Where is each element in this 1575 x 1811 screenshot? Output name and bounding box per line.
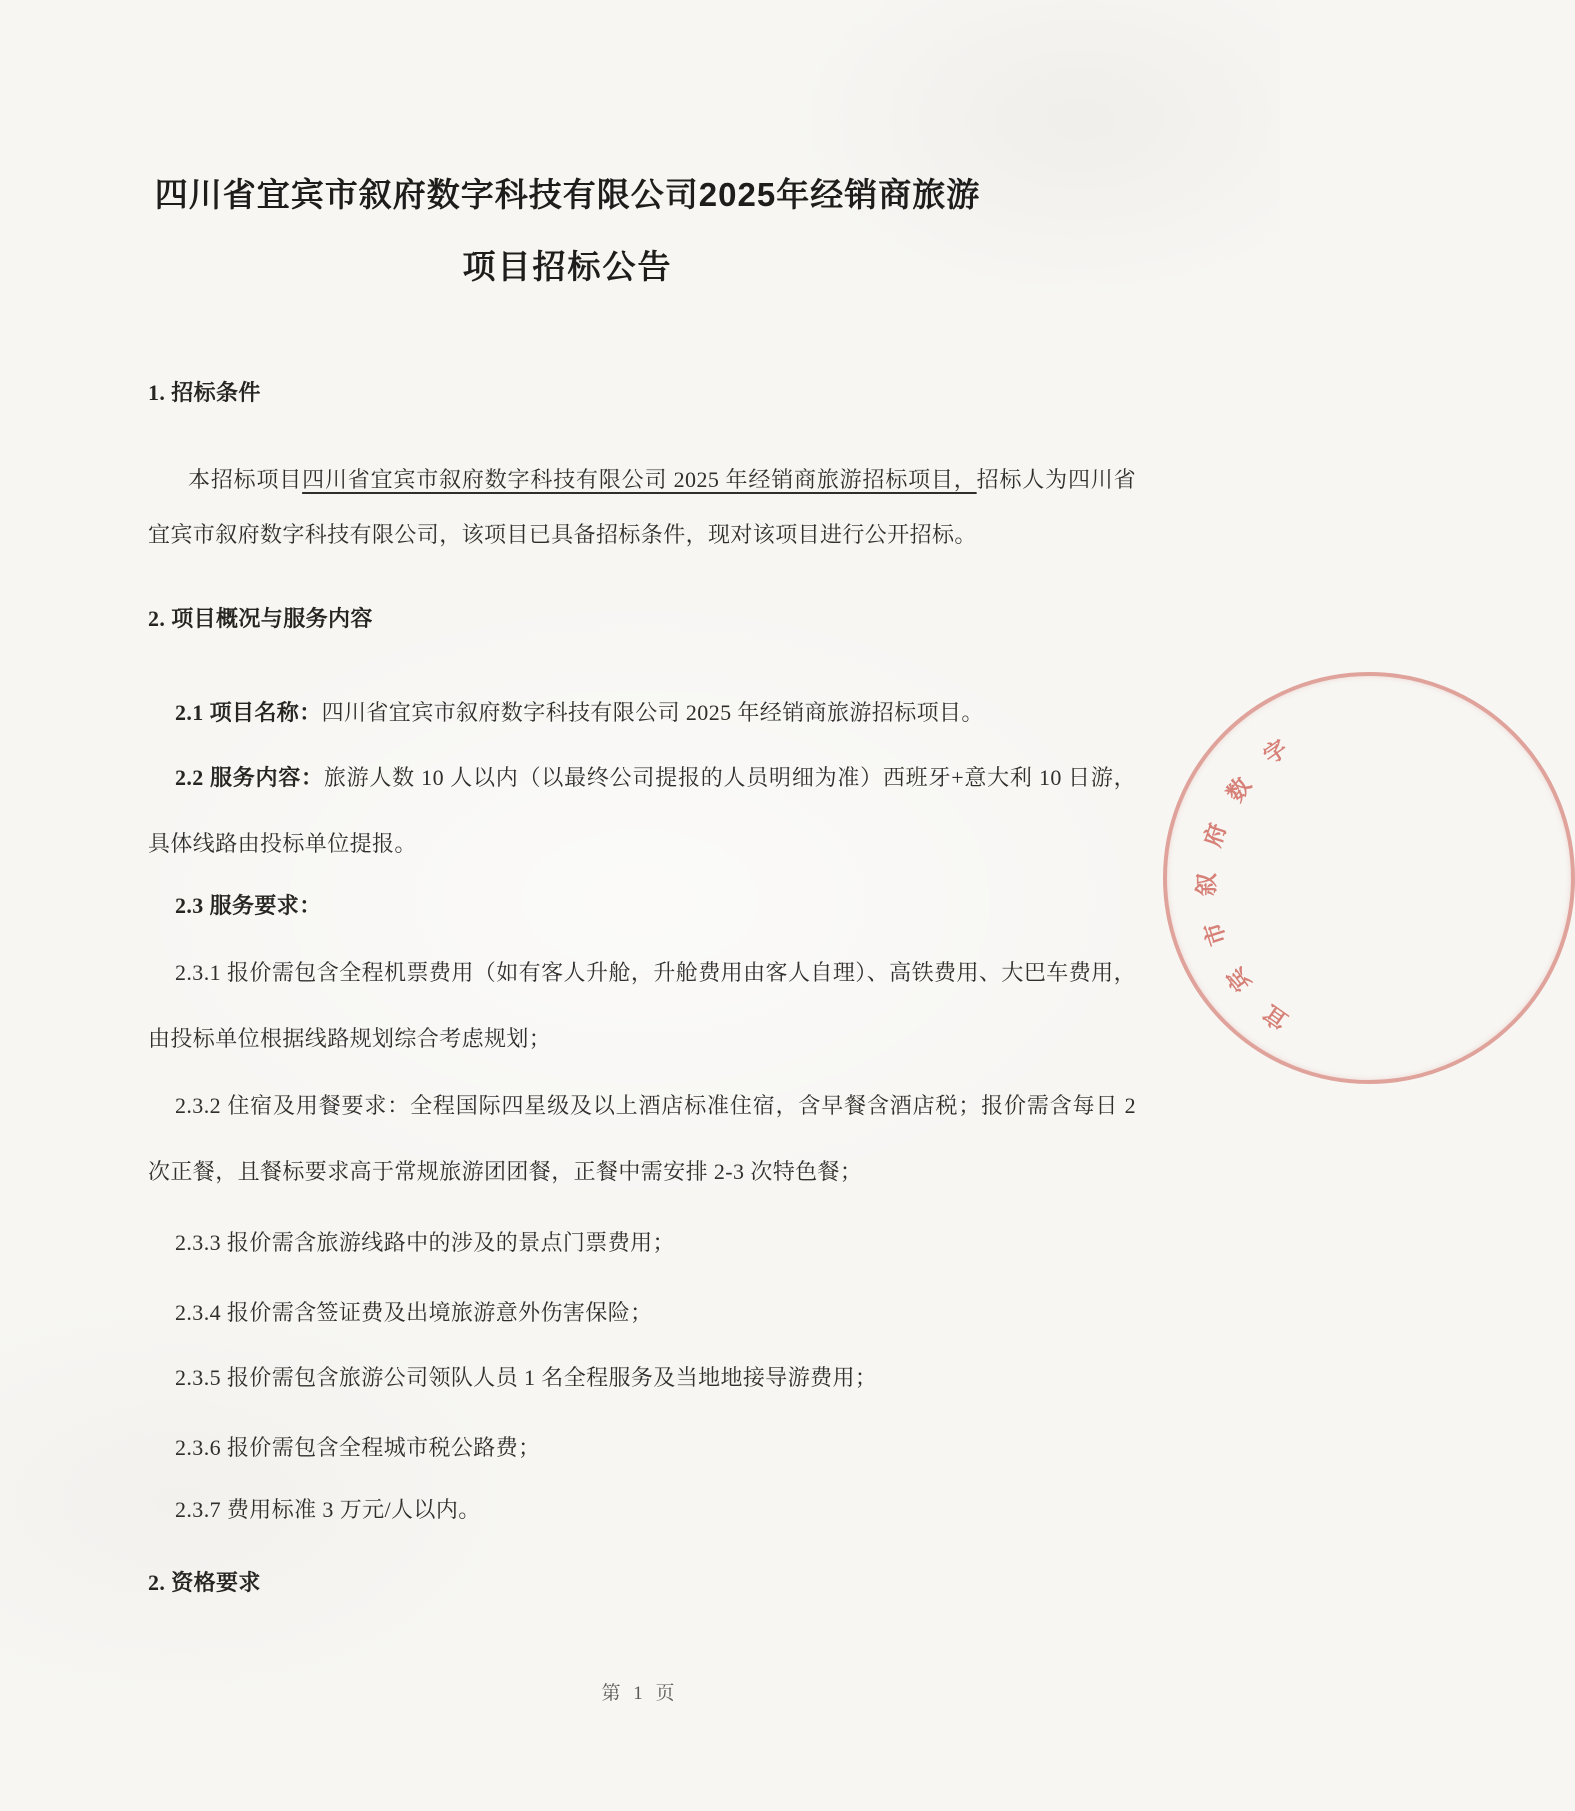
item-2-3-heading: 2.3 服务要求： [175,893,322,918]
red-company-seal [1163,672,1575,1084]
item-2-1-label: 2.1 项目名称： [175,700,322,725]
section-2-heading: 2. 项目概况与服务内容 [148,606,373,631]
paragraph-rest-text: 招标人为四川省宜宾市叙府数字科技有限公司，该项目已具备招标条件，现对该项目进行公开招标。 [148,467,1136,547]
seal-character: 府 [1199,820,1231,850]
item-2-3-1: 2.3.1 报价需包含全程机票费用（如有客人升舱，升舱费用由客人自理）、高铁费用、大巴车费用，由投标单位根据线路规划综合考虑规划； [148,960,1136,1051]
item-2-1 [148,680,1136,746]
seal-character: 字 [1258,734,1293,769]
item-2-3-7: 2.3.7 费用标准 3 万元/人以内。 [175,1497,481,1522]
item-2-3-3: 2.3.3 报价需含旅游线路中的涉及的景点门票费用； [175,1230,675,1255]
section-1-heading: 1. 招标条件 [148,380,261,405]
section-1-paragraph [148,452,1136,562]
seal-character: 市 [1199,919,1231,949]
item-2-2-label: 2.2 服务内容： [175,765,324,790]
item-2-3-2: 2.3.2 住宿及用餐要求：全程国际四星级及以上酒店标准住宿，含早餐含酒店税；报价需含每日 2 次正餐，且餐标要求高于常规旅游团团餐，正餐中需安排 2-3 次特色餐； [148,1093,1136,1184]
seal-character: 叙 [1193,873,1219,896]
item-2-3-4: 2.3.4 报价需含签证费及出境旅游意外伤害保险； [175,1300,653,1325]
seal-character: 宜 [1258,1000,1293,1035]
section-qualification-heading: 2. 资格要求 [148,1570,261,1595]
item-2-3-5: 2.3.5 报价需包含旅游公司领队人员 1 名全程服务及当地地接导游费用； [175,1365,878,1390]
item-2-2-text: 旅游人数 10 人以内（以最终公司提报的人员明细为准）西班牙+意大利 10 日游，具体线路由投标单位提报。 [148,765,1136,856]
doc-title-line-2: 项目招标公告 [462,248,673,285]
paragraph-lead-text: 本招标项目 [188,467,303,492]
seal-character: 数 [1221,772,1256,807]
item-2-3-6: 2.3.6 报价需包含全程城市税公路费； [175,1435,541,1460]
seal-character: 宾 [1221,962,1256,997]
underlined-project-name: 四川省宜宾市叙府数字科技有限公司 2025 年经销商旅游招标项目， [302,467,977,492]
item-2-1-text: 四川省宜宾市叙府数字科技有限公司 2025 年经销商旅游招标项目。 [321,700,984,725]
item-2-2 [148,745,1136,877]
page-number-footer: 第 1 页 [601,1683,679,1704]
doc-title-line-1: 四川省宜宾市叙府数字科技有限公司2025年经销商旅游 [154,176,981,213]
